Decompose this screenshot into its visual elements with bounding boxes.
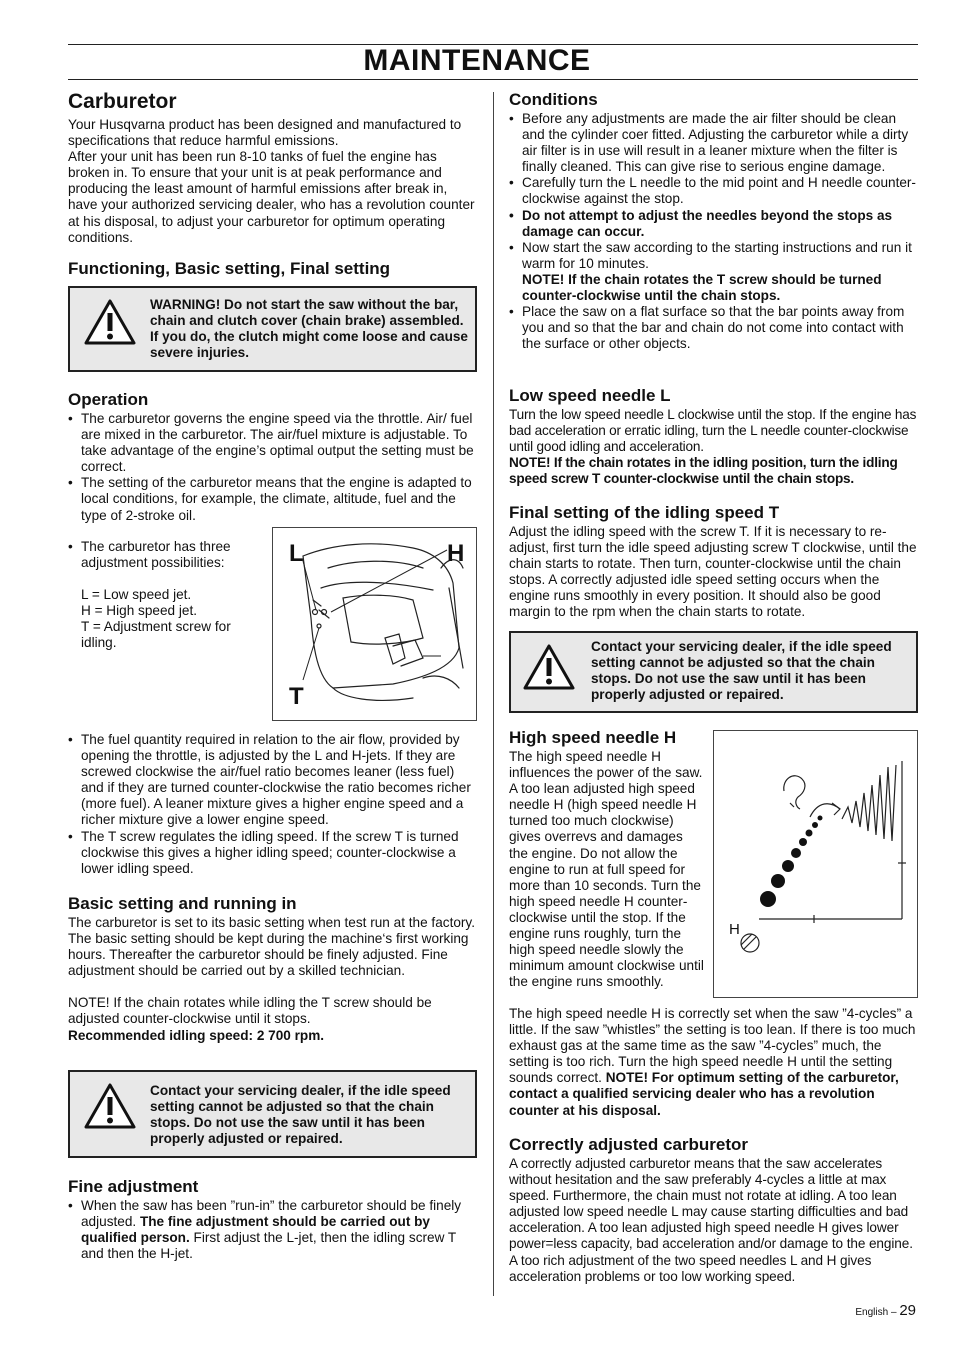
- carburetor-heading: Carburetor: [68, 90, 177, 113]
- high-speed-paragraph-1: The high speed needle H influences the power of the saw. A too lean adjusted high speed needle H (high speed needle H turned too much clockwise) gives overrevs and damages the engine. Do not allow the engine to run at full speed for more than 10 seconds. Turn the high speed needle H counter-clockwise until the stop. If the engine runs roughly, turn the high speed needle slowly the minimum amount clockwise until the engine runs smoothly.: [509, 749, 704, 990]
- basic-setting-section: [68, 894, 476, 1044]
- low-speed-note: NOTE! If the chain rotates in the idling position, turn the idling speed screw T counter-clockwise until the chain stops.: [509, 455, 898, 487]
- fine-adjustment-heading: Fine adjustment: [68, 1177, 199, 1196]
- page-number: 29: [899, 1302, 916, 1319]
- footer-language: English –: [855, 1307, 900, 1318]
- warning-box-2: [68, 1070, 477, 1158]
- warning-triangle-icon: [84, 298, 136, 346]
- low-speed-heading: Low speed needle L: [509, 386, 671, 405]
- basic-paragraph-1: The carburetor is set to its basic setting when test run at the factory. The basic setting should be kept during the machine‘s first working hours. Thereafter the carburetor should be finely adjusted. Fine adjustment should be carried out by a skilled technician.: [68, 915, 475, 979]
- warning-text-2: Contact your servicing dealer, if the idle speed setting cannot be adjusted so that the chain stops. Do not use the saw until it has been properly adjusted or repaired.: [150, 1083, 451, 1147]
- conditions-bullet-3: • Do not attempt to adjust the needles beyond the stops as damage can occur.: [509, 208, 919, 240]
- high-speed-continued: [509, 1006, 919, 1119]
- correct-carburetor-paragraph: A correctly adjusted carburetor means that the saw accelerates without hesitation and the saw preferably 4-cycles a little at max speed. Furthermore, the chain must not rotate at idling. A too lean adjusted low speed needle L may cause starting difficulties and bad acceleration. A too lean adjusted high speed needle H gives lower power=less capacity, bad acceleration and/or damage to the engine. A too rich adjustment of the two speed needles L and H gives acceleration problems or too low working speed.: [509, 1156, 913, 1284]
- operation-section: [68, 390, 476, 524]
- label-idle-screw: T = Adjustment screw for idling.: [81, 619, 231, 651]
- fine-adjustment-section: [68, 1177, 476, 1262]
- conditions-bullet-4: • Now start the saw according to the starting instructions and run it warm for 10 minutes. NOTE! If the chain rotates the T screw should be turned counter-clockwise until the chain stops.: [509, 240, 919, 304]
- basic-paragraph-2: NOTE! If the chain rotates while idling the T screw should be adjusted counter-clockwise until it stops.: [68, 995, 432, 1027]
- conditions-heading: Conditions: [509, 90, 598, 109]
- figure-label-H: H: [447, 540, 465, 567]
- adjustment-list: [68, 539, 258, 652]
- operation-bullet-4: • The fuel quantity required in relation to the air flow, provided by opening the throttle, is adjusted by the L and H-jets. If they are screwed clockwise the air/fuel ratio becomes leaner (less fuel) and if they are turned counter-clockwise the ratio becomes richer (more fuel). A leaner mixture gives a higher engine speed and a richer mixture give a lower engine speed.: [68, 732, 476, 829]
- label-high-speed-jet: H = High speed jet.: [81, 603, 197, 619]
- recommended-idling-speed: Recommended idling speed: 2 700 rpm.: [68, 1027, 325, 1043]
- functioning-section: [68, 259, 476, 279]
- final-idle-section: [509, 503, 919, 621]
- intro-paragraph-2: After your unit has been run 8-10 tanks of fuel the engine has broken in. To ensure that your unit is at peak performance and producing the least amount of harmful emissions after break in, have your authorized servicing dealer, who has a revolution counter at his disposal, to adjust your carburetor for optimum operating conditions.: [68, 149, 475, 245]
- figure-label-L: L: [289, 540, 304, 567]
- fine-adjustment-bullet: • When the saw has been ”run-in” the carburetor should be finely adjusted. The fine adjustment should be carried out by qualified person. First adjust the L-jet, then the idling screw T and then the H-jet.: [68, 1198, 476, 1262]
- high-speed-illustration: [714, 731, 917, 997]
- conditions-bullet-5: • Place the saw on a flat surface so that the bar points away from you and so that the bar and chain do not come into contact with the surface or other objects.: [509, 304, 919, 352]
- intro-paragraph-1: Your Husqvarna product has been designed and manufactured to specifications that reduce harmful emissions.: [68, 117, 462, 149]
- operation-continued: [68, 732, 476, 877]
- low-speed-section: [509, 386, 919, 487]
- conditions-bullet-2: • Carefully turn the L needle to the mid point and H needle counter-clockwise against the stop.: [509, 175, 919, 207]
- carburetor-section: [68, 90, 476, 246]
- operation-bullet-5: • The T screw regulates the idling speed. If the screw T is turned clockwise this gives a higher idling speed; counter-clockwise a lower idling speed.: [68, 829, 476, 877]
- warning-box-3: [509, 631, 918, 713]
- high-speed-heading: High speed needle H: [509, 728, 677, 747]
- warning-text-3: Contact your servicing dealer, if the idle speed setting cannot be adjusted so that the chain stops. Do not use the saw until it has been properly adjusted or repaired.: [591, 639, 892, 703]
- operation-bullet-3: • The carburetor has three adjustment possibilities:: [68, 539, 258, 571]
- label-low-speed-jet: L = Low speed jet.: [81, 587, 192, 603]
- carburetor-figure: [272, 527, 477, 721]
- operation-heading: Operation: [68, 390, 149, 409]
- final-idle-paragraph: Adjust the idling speed with the screw T. If it is necessary to re-adjust, first turn the idle speed adjusting screw T clockwise, until the chain starts to rotate. Then turn, counter-clockwise until the chain stops. A correctly adjusted idle speed setting occurs when the engine runs smoothly in every position. It should also be good margin to the rpm when the chain starts to rotate.: [509, 524, 917, 620]
- conditions-bullet-1: • Before any adjustments are made the air filter should be clean and the cylinder coer fitted. Adjusting the carburetor while a dirty air filter is in use will result in a leaner mixture when the filter is finally cleaned. This can give rise to serious engine damage.: [509, 111, 919, 175]
- final-idle-heading: Final setting of the idling speed T: [509, 503, 780, 522]
- warning-text-1: WARNING! Do not start the saw without the bar, chain and clutch cover (chain brake) assembled. If you do, the clutch might come loose and cause severe injuries.: [150, 297, 468, 361]
- figure-label-H-needle: H: [729, 921, 740, 938]
- warning-triangle-icon: [523, 643, 575, 691]
- warning-box-1: [68, 286, 477, 372]
- high-speed-figure: [713, 730, 918, 998]
- column-divider: [493, 92, 494, 1296]
- basic-setting-heading: Basic setting and running in: [68, 894, 297, 913]
- operation-bullet-2: • The setting of the carburetor means that the engine is adapted to local conditions, for example, the climate, altitude, fuel and the type of 2-stroke oil.: [68, 475, 476, 523]
- figure-label-T: T: [289, 683, 304, 710]
- warning-triangle-icon: [84, 1082, 136, 1130]
- functioning-heading: Functioning, Basic setting, Final setting: [68, 259, 391, 278]
- high-speed-paragraph-2: The high speed needle H is correctly set when the saw ”4-cycles” a little. If the saw ”whistles” the setting is too lean. If there is too much exhaust gas at the same time as the saw ”4-cycles” much, the setting is too rich. Turn the high speed needle H until the setting sounds correct. NOTE! For optimum setting of the carburetor, contact a qualified servicing dealer who has a revolution counter at his disposal.: [509, 1006, 916, 1118]
- page-title: MAINTENANCE: [363, 44, 591, 77]
- header-rule-bottom: [68, 79, 918, 80]
- correct-carburetor-heading: Correctly adjusted carburetor: [509, 1135, 749, 1154]
- operation-bullet-1: • The carburetor governs the engine speed via the throttle. Air/ fuel are mixed in the carburetor. The air/fuel mixture is adjustable. To take advantage of the engine’s optimal output the setting must be correct.: [68, 411, 476, 475]
- correct-carburetor-section: [509, 1135, 919, 1285]
- low-speed-paragraph: Turn the low speed needle L clockwise until the stop. If the engine has bad acceleration or erratic idling, turn the L needle counter-clockwise until good idling and acceleration.: [509, 407, 917, 455]
- page-footer: [855, 1302, 916, 1319]
- conditions-section: [509, 90, 919, 352]
- high-speed-section: [509, 728, 705, 990]
